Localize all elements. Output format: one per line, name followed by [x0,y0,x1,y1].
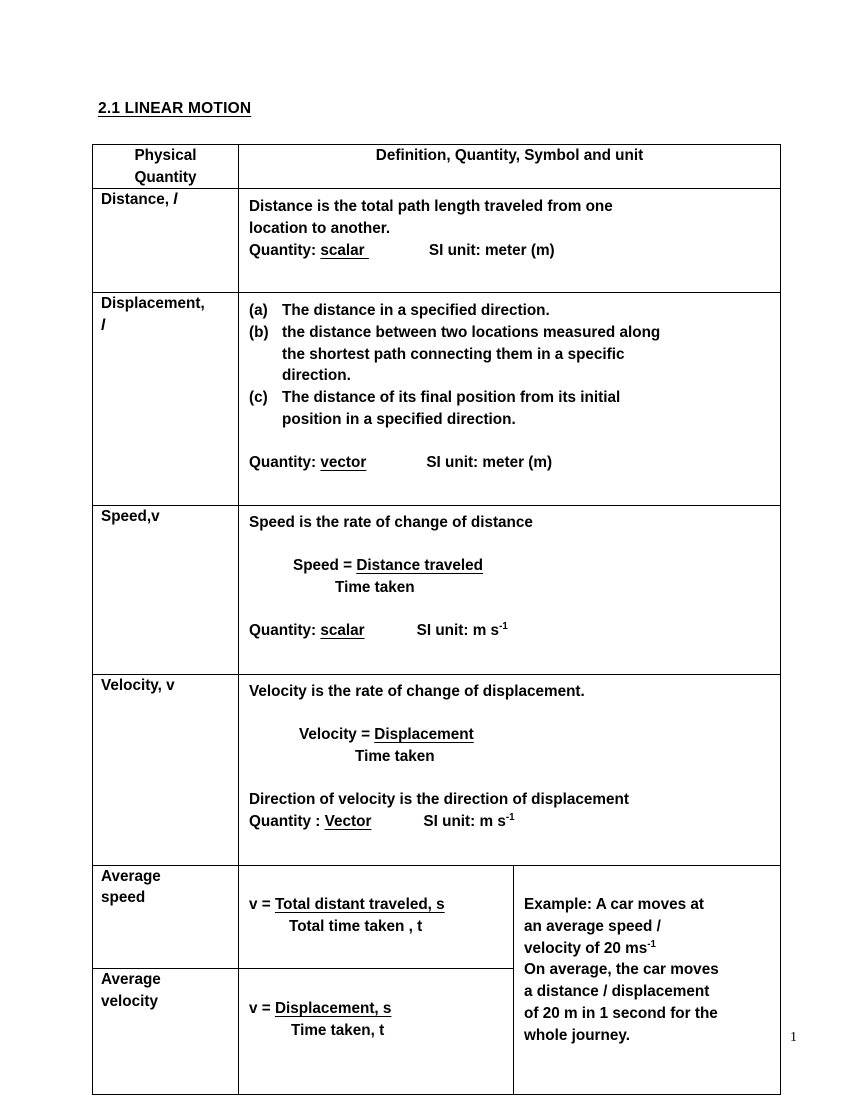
speed-quantity-value: scalar [320,622,365,640]
displacement-spacer-2 [249,474,772,496]
velocity-spacer-2 [249,768,772,790]
distance-quantity-value: scalar [320,241,365,259]
velocity-spacer-3 [249,833,772,855]
list-item-c-line2: position in a specified direction. [282,410,516,428]
speed-formula-line [249,555,772,577]
list-item [249,387,772,430]
velocity-quantity-line [249,811,772,833]
label-speed: Speed,v [101,507,160,525]
average-speed-formula-numerator: Total distant traveled, s [274,896,445,914]
list-item-a-line1: The distance in a specified direction. [282,302,550,320]
example-line2: an average speed / [524,918,661,935]
cell-definition-velocity [239,674,781,865]
speed-formula-denominator: Time taken [335,578,415,596]
table-row-average-speed [93,865,781,969]
cell-label-average-speed [93,865,239,969]
average-speed-spacer-bottom [249,938,505,960]
example-line4: On average, the car moves [524,961,719,979]
label-distance-symbol: l [173,191,178,209]
distance-quantity-label: Quantity: [249,241,321,259]
table-row-distance [93,189,781,293]
velocity-si-unit: SI unit: m s [423,813,506,831]
speed-formula-numerator: Distance traveled [356,557,484,575]
speed-spacer-2 [249,599,772,621]
speed-si-exponent: -1 [499,621,508,633]
cell-label-velocity [93,674,239,865]
displacement-si-unit: SI unit: meter (m) [426,454,553,472]
speed-formula-lhs: Speed = [293,557,357,575]
velocity-formula-lhs: Velocity = [299,726,375,744]
list-item [249,300,772,322]
label-average-velocity [93,969,238,1012]
cell-formula-average-velocity [239,969,514,1095]
table-header-row [93,145,781,189]
label-distance-text: Distance, [101,191,174,209]
list-item-c-line1: The distance of its final position from its initial [282,389,621,407]
header-label-line1: Physical [134,147,197,164]
example-line6: of 20 m in 1 second for the [524,1004,718,1022]
example-spacer-top [524,873,772,895]
average-velocity-formula-numerator: Displacement, s [274,1000,392,1018]
example-line3-text: velocity of 20 ms [524,939,648,957]
displacement-definition-list [249,300,772,430]
velocity-formula-numerator: Displacement [374,726,474,744]
example-line7: whole journey. [524,1026,630,1044]
header-label-line2: Quantity [134,168,197,186]
distance-definition-line2: location to another. [249,220,391,238]
example-line3-exponent: -1 [647,938,656,950]
velocity-si-exponent: -1 [505,812,515,824]
header-cell-definition [239,145,781,189]
example-line3 [524,938,772,960]
list-item-b-line1: the distance between two locations measured along [282,324,661,342]
label-displacement-text: Displacement, [101,295,205,313]
average-velocity-formula-line [249,998,505,1020]
velocity-formula-line [249,724,772,746]
displacement-quantity-line [249,452,772,474]
cell-label-distance [93,189,239,293]
label-average-velocity-line1: Average [101,971,161,989]
label-distance [93,189,238,211]
label-average-speed [93,866,238,909]
average-speed-formula-denominator: Total time taken , t [289,918,423,935]
label-average-speed-line1: Average [101,867,161,885]
list-item-b-line3: direction. [282,367,351,385]
displacement-quantity-value: vector [320,454,367,472]
table-row-velocity [93,674,781,865]
page-number: 1 [790,1030,797,1045]
displacement-quantity-label: Quantity: [249,454,321,472]
label-average-speed-line2: speed [101,889,146,907]
speed-quantity-line [249,620,772,642]
cell-example [514,865,781,1094]
table-row-speed [93,505,781,674]
list-marker-b: (b) [249,324,269,342]
cell-label-displacement [93,293,239,505]
example-spacer-bottom [524,1046,772,1068]
label-displacement [93,293,238,336]
velocity-quantity-value: Vector [324,813,372,831]
average-speed-formula-line [249,894,505,916]
page-title: 2.1 LINEAR MOTION [98,100,252,117]
average-velocity-spacer-top [249,976,505,998]
average-velocity-spacer-bottom-1 [249,1042,505,1064]
average-velocity-spacer-bottom-2 [249,1063,505,1085]
speed-spacer-3 [249,642,772,664]
linear-motion-table [92,144,781,1095]
cell-definition-displacement [239,293,781,505]
velocity-spacer-1 [249,703,772,725]
velocity-definition-line1: Velocity is the rate of change of displacement. [249,682,585,700]
distance-si-unit: SI unit: meter (m) [428,241,555,259]
list-item [249,322,772,387]
speed-si-unit: SI unit: m s [416,622,500,640]
list-marker-a: (a) [249,302,268,320]
speed-quantity-label: Quantity: [249,622,321,640]
header-cell-physical-quantity [93,145,239,189]
velocity-formula-denominator: Time taken [355,747,435,765]
speed-spacer-1 [249,534,772,556]
list-marker-c: (c) [249,389,268,407]
distance-definition-line1: Distance is the total path length traveled from one [249,198,613,216]
average-speed-formula-lhs: v = [249,896,275,914]
average-velocity-formula-denominator: Time taken, t [291,1021,385,1039]
example-line5: a distance / displacement [524,983,710,1001]
cell-definition-distance [239,189,781,293]
velocity-quantity-label: Quantity : [249,813,325,831]
average-speed-spacer-top [249,873,505,895]
label-displacement-symbol: l [101,317,106,335]
distance-spacer [249,262,772,284]
cell-formula-average-speed [239,865,514,969]
cell-label-speed [93,505,239,674]
displacement-spacer-1 [249,431,772,453]
label-average-velocity-line2: velocity [101,993,158,1011]
speed-definition-line1: Speed is the rate of change of distance [249,513,533,531]
average-velocity-formula-lhs: v = [249,1000,275,1018]
cell-label-average-velocity [93,969,239,1095]
header-label-definition: Definition, Quantity, Symbol and unit [375,147,644,164]
table-row-displacement [93,293,781,505]
cell-definition-speed [239,505,781,674]
example-line1: Example: A car moves at [524,896,704,914]
label-velocity: Velocity, v [101,676,175,694]
list-item-b-line2: the shortest path connecting them in a specific [282,345,625,363]
distance-quantity-line [249,240,772,262]
velocity-direction-line: Direction of velocity is the direction of displacement [249,791,629,809]
